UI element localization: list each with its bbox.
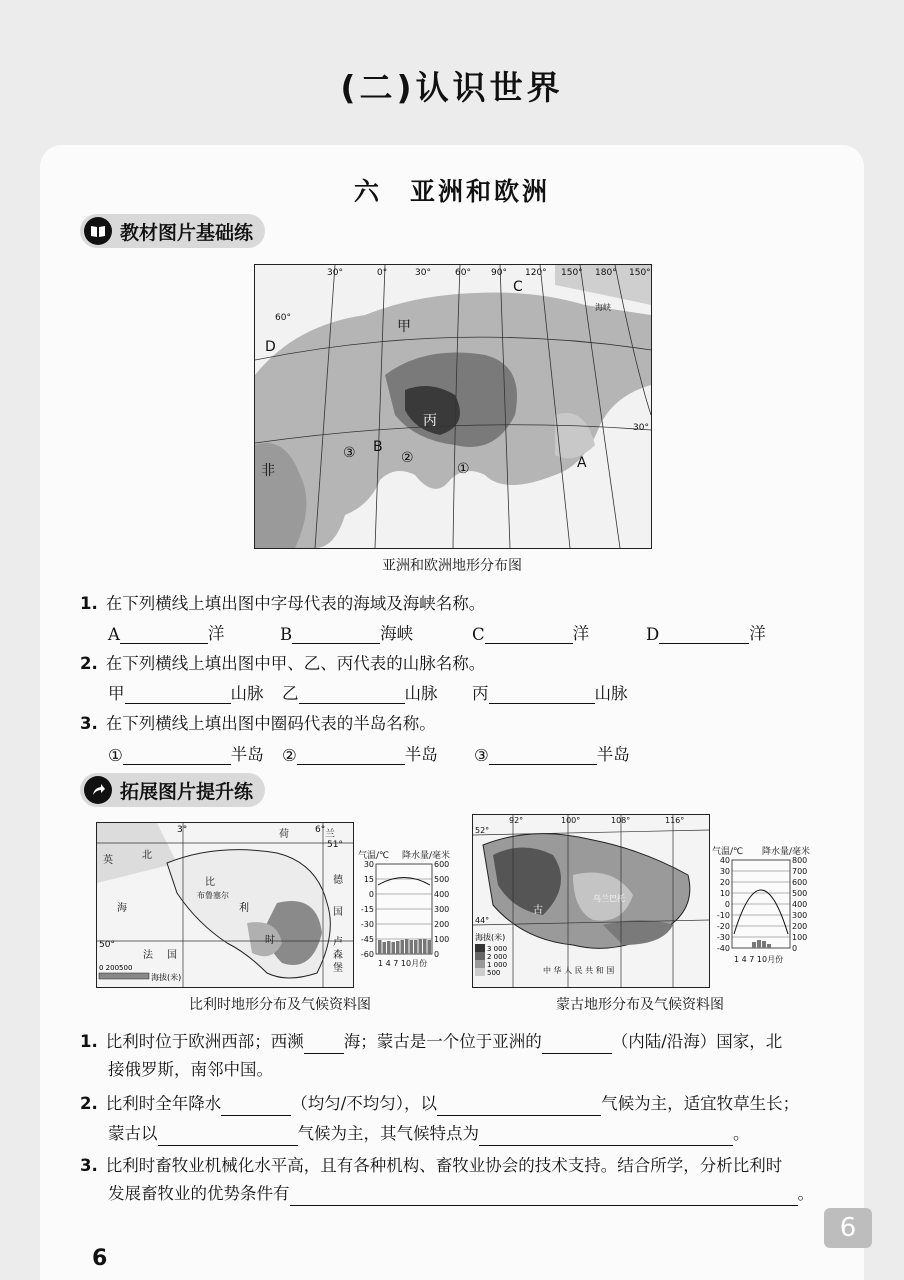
temp-axis-title: 气温/℃: [712, 847, 744, 857]
unit-title: (二)认识世界: [340, 68, 564, 107]
label: 洋: [572, 624, 590, 643]
map-label: 108°: [611, 816, 631, 825]
answer-blank-bing[interactable]: [489, 685, 595, 704]
map-letter-D: D: [265, 339, 276, 355]
lat-label: 30°: [633, 423, 649, 433]
tick: 30: [719, 867, 730, 876]
lon-label: 90°: [491, 268, 507, 278]
tick: -40: [716, 944, 730, 953]
chapter-number: 六: [353, 177, 382, 206]
answer-blank-features[interactable]: [479, 1127, 733, 1146]
map-label-strait: 海峡: [595, 303, 611, 312]
question-text: （均匀/不均匀），以: [291, 1094, 438, 1113]
legend-item: 3 000: [487, 945, 508, 953]
question-1-2: [80, 652, 485, 676]
map-label: 国: [167, 950, 177, 961]
lon-label: 0°: [377, 268, 388, 278]
answer-blank-D[interactable]: [659, 625, 749, 644]
lon-label: 180°: [595, 268, 617, 278]
tick: 500: [792, 889, 808, 898]
label: 海峡: [380, 624, 414, 643]
precip-axis-title: 降水量/毫米: [762, 847, 811, 857]
map-label: 100°: [561, 816, 581, 825]
question-text: 比利时全年降水: [105, 1094, 222, 1113]
question-text: （内陆/沿海）国家，北: [611, 1032, 783, 1051]
map-label: 森: [333, 950, 343, 961]
legend-title: 海拔(米): [475, 933, 506, 942]
map-label: 荷: [279, 829, 289, 840]
question-text: 。: [797, 1184, 814, 1203]
map-letter-C: C: [513, 279, 523, 295]
question-text: 比利时位于欧洲西部；西濒: [105, 1032, 304, 1051]
question-2-1: [80, 1030, 840, 1054]
question-2-3-cont: [108, 1182, 838, 1206]
question-text: 气候为主，其气候特点为: [297, 1124, 479, 1143]
answer-blank-inland[interactable]: [542, 1035, 612, 1054]
map-label-bing: 丙: [423, 413, 437, 429]
answer-blank-A[interactable]: [120, 625, 208, 644]
map-label: 比: [205, 877, 215, 888]
question-number: 1.: [80, 1032, 98, 1051]
map-label: 中 华 人 民 共 和 国: [543, 966, 615, 975]
question-1-3: [80, 712, 436, 736]
label: C: [472, 625, 485, 644]
arrow-up-icon: [84, 776, 112, 804]
tick: 500: [434, 875, 450, 884]
map-label: 3°: [177, 825, 188, 835]
question-number: 2.: [80, 1094, 98, 1113]
x-ticks: 1 4 7 10月份: [734, 955, 784, 964]
map-label: 北: [142, 850, 152, 861]
question-text: 海；蒙古是一个位于亚洲的: [343, 1032, 542, 1051]
question-2-2-cont: [108, 1122, 808, 1146]
map-label: 英: [103, 855, 113, 866]
page-badge: 6: [824, 1208, 872, 1248]
tick: -10: [716, 911, 730, 920]
map-letter-B: B: [373, 439, 383, 455]
answer-blank-jia[interactable]: [125, 685, 231, 704]
question-2-1-cont: 接俄罗斯，南邻中国。: [108, 1060, 273, 1079]
legend-item: 500: [487, 969, 501, 977]
tick: 0: [368, 890, 374, 899]
map-label: 古: [533, 905, 543, 916]
answer-blank-c3[interactable]: [489, 746, 597, 765]
question-text: 蒙古以: [108, 1124, 158, 1143]
section-title: 拓展图片提升练: [120, 780, 254, 803]
question-text: 在下列横线上填出图中字母代表的海域及海峡名称。: [105, 594, 486, 613]
answer-blank-c2[interactable]: [297, 746, 405, 765]
map-label-jia: 甲: [397, 319, 411, 335]
question-2-3: [80, 1154, 840, 1178]
map-label-fei: 非: [261, 463, 275, 479]
question-number: 2.: [80, 654, 98, 673]
tick: 200: [792, 922, 808, 931]
tick: 10: [719, 889, 730, 898]
legend-item: 1 000: [487, 961, 508, 969]
tick: 200: [434, 920, 450, 929]
map-label: 堡: [333, 963, 343, 974]
tick: -30: [360, 920, 374, 929]
map-label: 海: [117, 903, 127, 914]
map1-caption: 亚洲和欧洲地形分布图: [382, 558, 522, 574]
tick: 400: [434, 890, 450, 899]
map-label: 法: [143, 950, 153, 961]
label: 半岛: [404, 745, 438, 764]
map-label: 50°: [99, 940, 115, 950]
answer-blank-mongolia-climate[interactable]: [158, 1127, 298, 1146]
scale-label: 0 200500: [99, 964, 133, 972]
section-basic-practice: [80, 214, 265, 248]
label: 山脉: [594, 684, 628, 703]
answer-blank-sea[interactable]: [304, 1035, 344, 1054]
x-ticks: 1 4 7 10月份: [378, 959, 428, 968]
map-label: 52°: [475, 826, 490, 835]
tick: 100: [434, 935, 450, 944]
tick: 400: [792, 900, 808, 909]
answer-blank-precip[interactable]: [221, 1097, 291, 1116]
map2-caption: 比利时地形分布及气候资料图: [189, 997, 371, 1013]
label: ①: [108, 746, 123, 765]
answer-blank-advantages[interactable]: [290, 1187, 798, 1206]
label: B: [280, 625, 293, 644]
lon-label: 150°: [629, 268, 651, 278]
map-label: 国: [333, 907, 343, 918]
chapter-name: 亚洲和欧洲: [410, 177, 551, 206]
tick: -45: [360, 935, 374, 944]
answer-row-1-2: [108, 680, 628, 704]
tick: 600: [434, 860, 450, 869]
tick: 300: [434, 905, 450, 914]
tick: 800: [792, 856, 808, 865]
map-label: 时: [265, 935, 275, 946]
question-2-2: [80, 1092, 840, 1116]
belgium-climate-chart: [354, 844, 458, 974]
map-circle-1: ①: [457, 461, 470, 477]
answer-blank-climate[interactable]: [437, 1097, 601, 1116]
tick: 600: [792, 878, 808, 887]
question-text: 在下列横线上填出图中甲、乙、丙代表的山脉名称。: [105, 654, 486, 673]
lat-label: 60°: [275, 313, 291, 323]
label: 半岛: [596, 745, 630, 764]
lon-label: 30°: [327, 268, 343, 278]
belgium-terrain-map: [96, 822, 354, 988]
tick: -30: [716, 933, 730, 942]
question-number: 1.: [80, 594, 98, 613]
label: 洋: [207, 624, 225, 643]
question-text: 气候为主，适宜牧草生长；: [601, 1094, 800, 1113]
label: 半岛: [230, 745, 264, 764]
question-text: 在下列横线上填出图中圈码代表的半岛名称。: [105, 714, 436, 733]
question-text: 发展畜牧业的优势条件有: [108, 1184, 290, 1203]
section-extended-practice: [80, 773, 265, 807]
answer-blank-yi[interactable]: [299, 685, 405, 704]
legend-label: 海拔(米): [151, 973, 182, 982]
tick: 700: [792, 867, 808, 876]
tick: -15: [360, 905, 374, 914]
tick: 30: [363, 860, 374, 869]
legend-item: 2 000: [487, 953, 508, 961]
label: 洋: [749, 624, 766, 643]
label: 甲: [108, 684, 125, 703]
answer-blank-c1[interactable]: [123, 746, 231, 765]
label: A: [108, 625, 120, 644]
map-label: 44°: [475, 916, 490, 925]
mongolia-terrain-map: [472, 814, 710, 988]
label: ②: [282, 746, 297, 765]
tick: 0: [792, 944, 798, 953]
map3-caption: 蒙古地形分布及气候资料图: [556, 997, 724, 1013]
asia-europe-terrain-map: [254, 264, 652, 549]
book-icon: [84, 217, 112, 245]
map-label: 116°: [665, 816, 685, 825]
page-number: 6: [92, 1246, 108, 1271]
map-label: 51°: [327, 840, 343, 850]
tick: 15: [363, 875, 374, 884]
answer-blank-B[interactable]: [292, 625, 380, 644]
map-letter-A: A: [577, 455, 587, 471]
answer-row-1-1: [108, 620, 766, 644]
chapter-title: [0, 172, 904, 208]
tick: 100: [792, 933, 808, 942]
map-label-city: 布鲁塞尔: [197, 891, 229, 900]
map-label: 德: [333, 875, 343, 886]
label: D: [646, 625, 660, 644]
lon-label: 150°: [561, 268, 583, 278]
question-text: 。: [733, 1124, 750, 1143]
map-circle-3: ③: [343, 445, 356, 461]
map-label-city: 乌兰巴托: [593, 894, 625, 903]
label: 丙: [472, 684, 489, 703]
label: 乙: [282, 684, 299, 703]
map-label: 6°: [315, 825, 326, 835]
temp-axis-title: 气温/℃: [358, 851, 390, 861]
label: 山脉: [230, 684, 264, 703]
question-1-1: [80, 592, 485, 616]
mongolia-climate-chart: [710, 840, 830, 970]
precip-axis-title: 降水量/毫米: [402, 851, 451, 861]
map-label: 兰: [325, 829, 335, 840]
tick: 40: [719, 856, 730, 865]
question-text: 比利时畜牧业机械化水平高，且有各种机构、畜牧业协会的技术支持。结合所学，分析比利时: [105, 1156, 783, 1175]
tick: -20: [716, 922, 730, 931]
label: ③: [474, 746, 489, 765]
section-title: 教材图片基础练: [120, 221, 254, 244]
question-number: 3.: [80, 714, 98, 733]
map-label: 利: [239, 903, 249, 914]
tick: -60: [360, 950, 374, 959]
tick: 300: [792, 911, 808, 920]
map-circle-2: ②: [401, 450, 414, 466]
map-label: 卢: [333, 937, 343, 948]
answer-blank-C[interactable]: [485, 625, 573, 644]
answer-row-1-3: [108, 741, 630, 765]
tick: 0: [434, 950, 440, 959]
question-number: 3.: [80, 1156, 98, 1175]
lon-label: 120°: [525, 268, 547, 278]
lon-label: 60°: [455, 268, 471, 278]
label: 山脉: [404, 684, 438, 703]
lon-label: 30°: [415, 268, 431, 278]
tick: 20: [719, 878, 730, 887]
tick: 0: [724, 900, 730, 909]
map-label: 92°: [509, 816, 524, 825]
